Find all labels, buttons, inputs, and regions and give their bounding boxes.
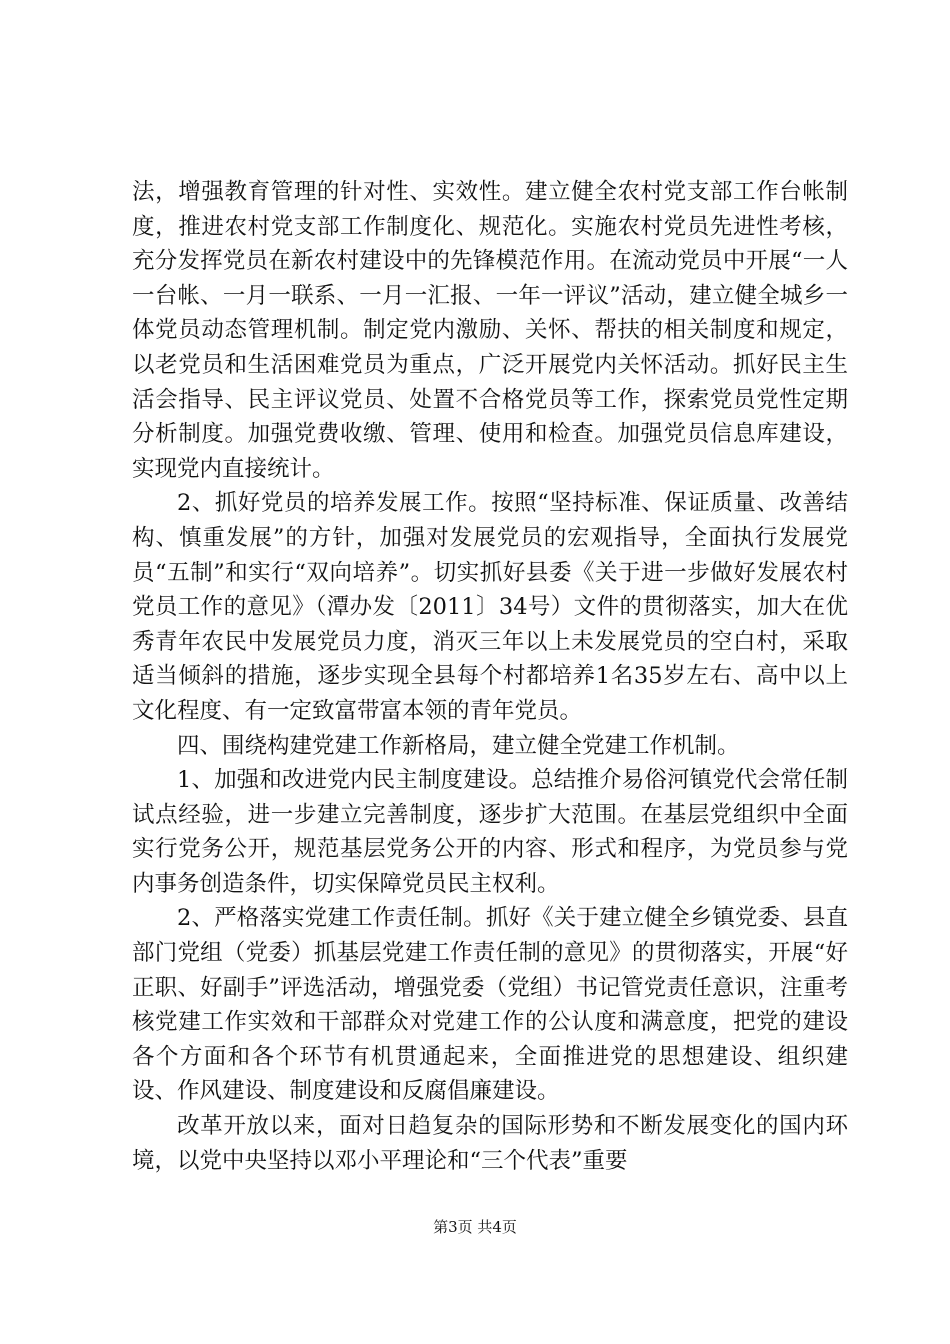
paragraph-continued: 法，增强教育管理的针对性、实效性。建立健全农村党支部工作台帐制度，推进农村党支部工作制度化、规范化。实施农村党员先进性考核，充分发挥党员在新农村建设中的先锋模范作用。在流动党员中开展“一人一台帐、一月一联系、一月一汇报、一年一评议”活动，建立健全城乡一体党员动态管理机制。制定党内激励、关怀、帮扶的相关制度和规定，以老党员和生活困难党员为重点，广泛开展党内关怀活动。抓好民主生活会指导、民主评议党员、处置不合格党员等工作，探索党员党性定期分析制度。加强党费收缴、管理、使用和检查。加强党员信息库建设，实现党内直接统计。	[132, 179, 848, 482]
paragraph-reform-opening: 改革开放以来，面对日趋复杂的国际形势和不断发展变化的国内环境，以党中央坚持以邓小平理论和“三个代表”重要	[132, 1113, 848, 1174]
page-footer: 第3页 共4页	[433, 1218, 517, 1236]
paragraph-inner-party-democracy: 1、加强和改进党内民主制度建设。总结推介易俗河镇党代会常任制试点经验，进一步建立完善制度，逐步扩大范围。在基层党组织中全面实行党务公开，规范基层党务公开的内容、形式和程序，为党员参与党内事务创造条件，切实保障党员民主权利。	[132, 767, 848, 897]
section-heading-four: 四、围绕构建党建工作新格局，建立健全党建工作机制。	[177, 732, 740, 759]
paragraph-party-member-development: 2、抓好党员的培养发展工作。按照“坚持标准、保证质量、改善结构、慎重发展”的方针，加强对发展党员的宏观指导，全面执行发展党员“五制”和实行“双向培养”。切实抓好县委《关于进一步做好发展农村党员工作的意见》（潭办发〔2011〕34号）文件的贯彻落实，加大在优秀青年农民中发展党员力度，消灭三年以上未发展党员的空白村，采取适当倾斜的措施，逐步实现全县每个村都培养1名35岁左右、高中以上文化程度、有一定致富带富本领的青年党员。	[132, 490, 848, 724]
document-body	[132, 175, 848, 1178]
paragraph-responsibility-system: 2、严格落实党建工作责任制。抓好《关于建立健全乡镇党委、县直部门党组（党委）抓基层党建工作责任制的意见》的贯彻落实，开展“好正职、好副手”评选活动，增强党委（党组）书记管党责任意识，注重考核党建工作实效和干部群众对党建工作的公认度和满意度，把党的建设各个方面和各个环节有机贯通起来，全面推进党的思想建设、组织建设、作风建设、制度建设和反腐倡廉建设。	[132, 905, 848, 1105]
